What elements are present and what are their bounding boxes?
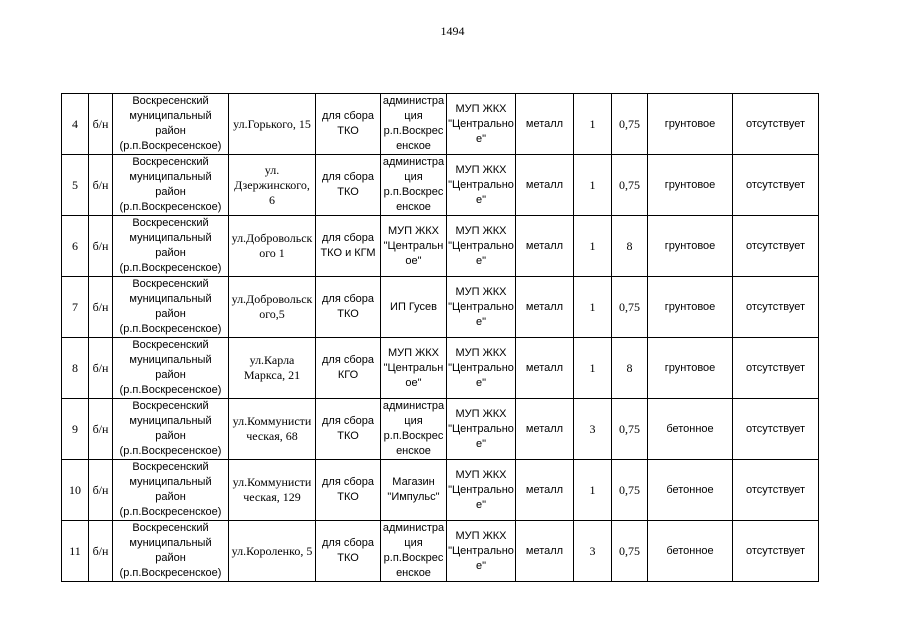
purpose-cell: для сбора ТКО [316, 460, 381, 521]
row-number: 8 [62, 338, 89, 399]
purpose-cell: для сбора КГО [316, 338, 381, 399]
container-count-cell: 1 [574, 216, 612, 277]
container-count-cell: 1 [574, 460, 612, 521]
registry-code: б/н [89, 94, 113, 155]
registry-code: б/н [89, 460, 113, 521]
row-number: 9 [62, 399, 89, 460]
volume-cell: 0,75 [612, 94, 648, 155]
volume-cell: 0,75 [612, 460, 648, 521]
row-number: 10 [62, 460, 89, 521]
material-cell: металл [516, 338, 574, 399]
registry-code: б/н [89, 399, 113, 460]
fence-cell: отсутствует [733, 216, 819, 277]
surface-cell: грунтовое [648, 277, 733, 338]
purpose-cell: для сбора ТКО [316, 155, 381, 216]
owner-cell: администра ция р.п.Воскрес енское [381, 399, 447, 460]
table-row [62, 521, 819, 582]
address-cell: ул.Добровольск ого,5 [229, 277, 316, 338]
container-count-cell: 1 [574, 277, 612, 338]
registry-code: б/н [89, 216, 113, 277]
address-cell: ул.Коммунисти ческая, 129 [229, 460, 316, 521]
material-cell: металл [516, 155, 574, 216]
district-cell: Воскресенский муниципальный район (р.п.Воскресенское) [113, 521, 229, 582]
address-cell: ул.Карла Маркса, 21 [229, 338, 316, 399]
owner-cell: МУП ЖКХ "Центральн ое" [381, 216, 447, 277]
volume-cell: 0,75 [612, 521, 648, 582]
address-cell: ул.Коммунисти ческая, 68 [229, 399, 316, 460]
owner-cell: МУП ЖКХ "Центральн ое" [381, 338, 447, 399]
volume-cell: 0,75 [612, 277, 648, 338]
page-number: 1494 [440, 24, 465, 38]
registry-code: б/н [89, 521, 113, 582]
table-row [62, 399, 819, 460]
material-cell: металл [516, 399, 574, 460]
purpose-cell: для сбора ТКО [316, 399, 381, 460]
surface-cell: бетонное [648, 399, 733, 460]
volume-cell: 8 [612, 216, 648, 277]
registry-code: б/н [89, 338, 113, 399]
address-cell: ул.Короленко, 5 [229, 521, 316, 582]
table-body [62, 94, 819, 582]
container-count-cell: 1 [574, 94, 612, 155]
address-cell: ул.Горького, 15 [229, 94, 316, 155]
volume-cell: 0,75 [612, 399, 648, 460]
table-row [62, 216, 819, 277]
registry-code: б/н [89, 155, 113, 216]
operator-cell: МУП ЖКХ "Центрально е" [447, 94, 516, 155]
district-cell: Воскресенский муниципальный район (р.п.Воскресенское) [113, 277, 229, 338]
table-row [62, 338, 819, 399]
fence-cell: отсутствует [733, 399, 819, 460]
table-row [62, 277, 819, 338]
registry-code: б/н [89, 277, 113, 338]
operator-cell: МУП ЖКХ "Центрально е" [447, 216, 516, 277]
material-cell: металл [516, 521, 574, 582]
fence-cell: отсутствует [733, 155, 819, 216]
waste-sites-table [61, 93, 819, 582]
operator-cell: МУП ЖКХ "Центрально е" [447, 460, 516, 521]
district-cell: Воскресенский муниципальный район (р.п.Воскресенское) [113, 94, 229, 155]
row-number: 5 [62, 155, 89, 216]
owner-cell: администра ция р.п.Воскрес енское [381, 155, 447, 216]
row-number: 7 [62, 277, 89, 338]
row-number: 6 [62, 216, 89, 277]
table-row [62, 155, 819, 216]
material-cell: металл [516, 216, 574, 277]
table-row [62, 94, 819, 155]
surface-cell: грунтовое [648, 94, 733, 155]
purpose-cell: для сбора ТКО [316, 277, 381, 338]
surface-cell: грунтовое [648, 155, 733, 216]
volume-cell: 8 [612, 338, 648, 399]
volume-cell: 0,75 [612, 155, 648, 216]
owner-cell: администра ция р.п.Воскрес енское [381, 521, 447, 582]
operator-cell: МУП ЖКХ "Центрально е" [447, 399, 516, 460]
material-cell: металл [516, 277, 574, 338]
material-cell: металл [516, 94, 574, 155]
owner-cell: ИП Гусев [381, 277, 447, 338]
district-cell: Воскресенский муниципальный район (р.п.Воскресенское) [113, 216, 229, 277]
district-cell: Воскресенский муниципальный район (р.п.Воскресенское) [113, 155, 229, 216]
material-cell: металл [516, 460, 574, 521]
row-number: 4 [62, 94, 89, 155]
operator-cell: МУП ЖКХ "Центрально е" [447, 338, 516, 399]
purpose-cell: для сбора ТКО [316, 521, 381, 582]
operator-cell: МУП ЖКХ "Центрально е" [447, 277, 516, 338]
row-number: 11 [62, 521, 89, 582]
surface-cell: грунтовое [648, 338, 733, 399]
operator-cell: МУП ЖКХ "Центрально е" [447, 155, 516, 216]
purpose-cell: для сбора ТКО [316, 94, 381, 155]
fence-cell: отсутствует [733, 94, 819, 155]
owner-cell: администра ция р.п.Воскрес енское [381, 94, 447, 155]
address-cell: ул.Добровольск ого 1 [229, 216, 316, 277]
surface-cell: бетонное [648, 460, 733, 521]
district-cell: Воскресенский муниципальный район (р.п.Воскресенское) [113, 399, 229, 460]
surface-cell: грунтовое [648, 216, 733, 277]
surface-cell: бетонное [648, 521, 733, 582]
owner-cell: Магазин "Импульс" [381, 460, 447, 521]
purpose-cell: для сбора ТКО и КГМ [316, 216, 381, 277]
fence-cell: отсутствует [733, 338, 819, 399]
container-count-cell: 1 [574, 155, 612, 216]
table-row [62, 460, 819, 521]
container-count-cell: 3 [574, 521, 612, 582]
container-count-cell: 1 [574, 338, 612, 399]
fence-cell: отсутствует [733, 460, 819, 521]
fence-cell: отсутствует [733, 521, 819, 582]
container-count-cell: 3 [574, 399, 612, 460]
district-cell: Воскресенский муниципальный район (р.п.Воскресенское) [113, 338, 229, 399]
district-cell: Воскресенский муниципальный район (р.п.Воскресенское) [113, 460, 229, 521]
operator-cell: МУП ЖКХ "Центрально е" [447, 521, 516, 582]
fence-cell: отсутствует [733, 277, 819, 338]
address-cell: ул. Дзержинского, 6 [229, 155, 316, 216]
